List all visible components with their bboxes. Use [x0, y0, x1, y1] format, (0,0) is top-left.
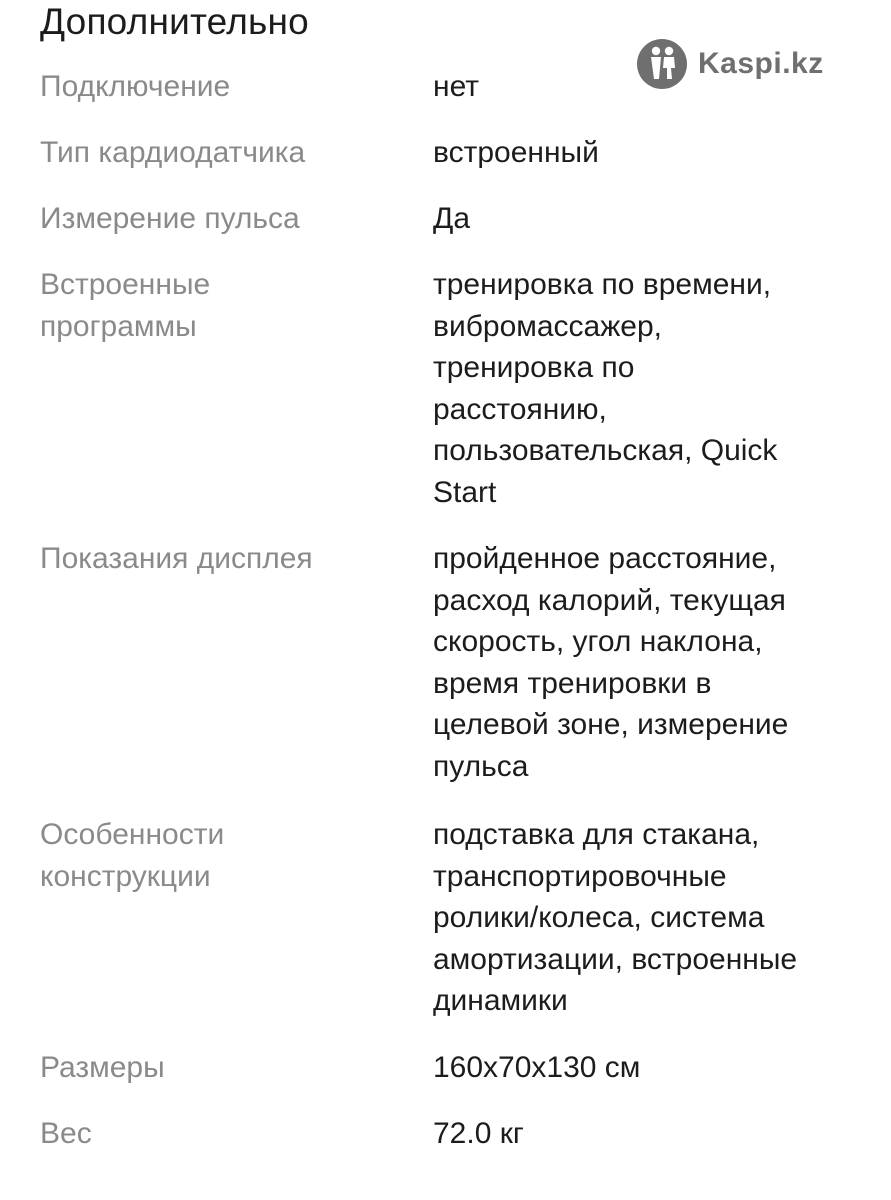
section-title: Дополнительно: [40, 1, 309, 42]
spec-value: пройденное расстояние, расход калорий, текущая скорость, угол наклона, время тренировки в целевой зоне, измерение пульса: [433, 542, 789, 783]
spec-label: Подключение: [40, 70, 231, 103]
spec-label: Особенности конструкции: [40, 818, 225, 893]
spec-label: Измерение пульса: [40, 202, 300, 235]
spec-value: нет: [433, 70, 479, 103]
spec-value: подставка для стакана, транспортировочные ролики/колеса, система амортизации, встроенные динамики: [433, 818, 798, 1017]
spec-value: встроенный: [433, 136, 599, 169]
spec-value: 160x70x130 см: [433, 1051, 641, 1084]
spec-value: тренировка по времени, вибромассажер, тренировка по расстоянию, пользовательская, Quick Start: [433, 268, 778, 509]
spec-label: Вес: [40, 1117, 92, 1150]
spec-label: Показания дисплея: [40, 542, 313, 575]
spec-value: 72.0 кг: [433, 1117, 524, 1150]
spec-label: Встроенные программы: [40, 268, 211, 343]
watermark-brand: Kaspi.kz: [698, 47, 824, 80]
spec-value: Да: [433, 202, 471, 235]
spec-label: Размеры: [40, 1051, 165, 1084]
spec-label: Тип кардиодатчика: [40, 136, 306, 169]
